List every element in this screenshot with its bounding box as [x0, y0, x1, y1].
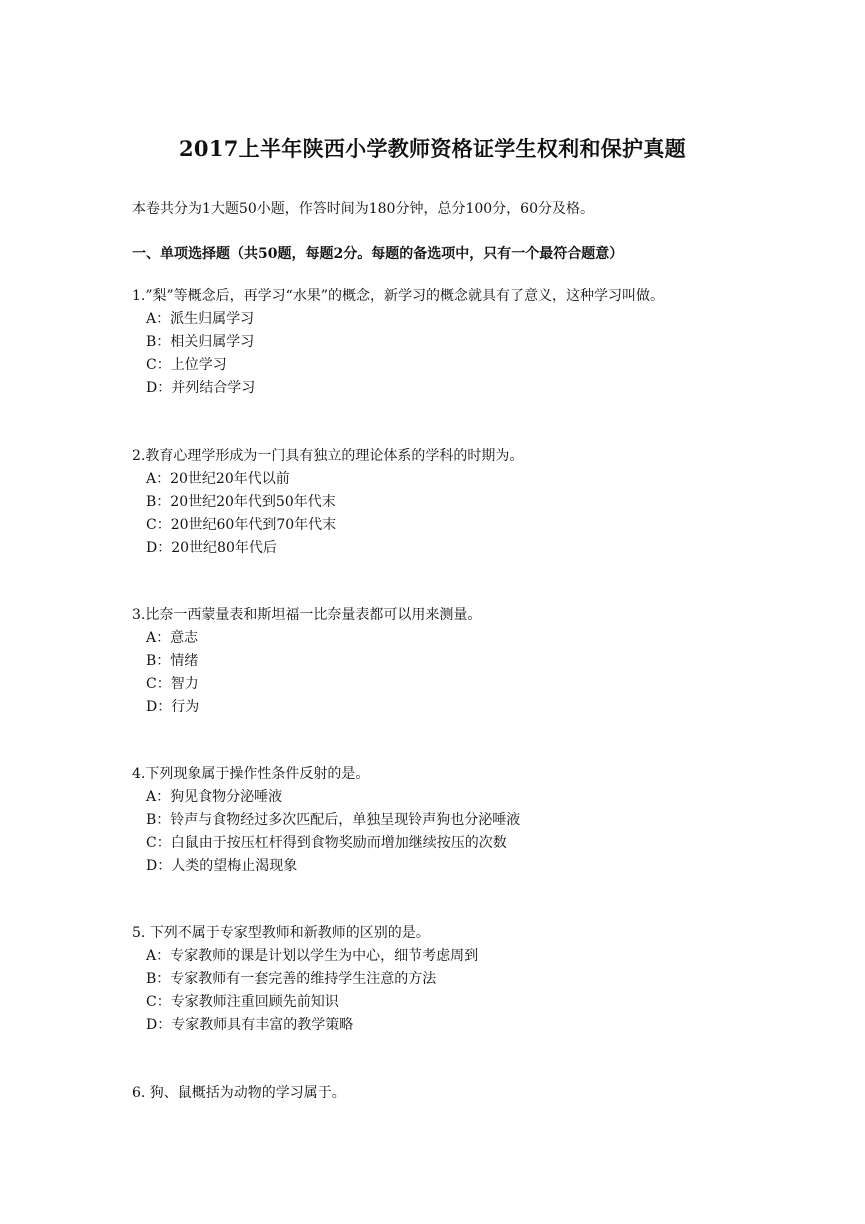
- option-c: C：上位学习: [146, 357, 227, 373]
- option-d: D：行为: [146, 699, 200, 715]
- option-a: A：意志: [146, 630, 199, 646]
- document-title: 2017上半年陕西小学教师资格证学生权利和保护真题: [179, 136, 686, 161]
- option-d: D：人类的望梅止渴现象: [146, 858, 298, 874]
- option-c: C：智力: [146, 676, 199, 692]
- option-b: B：相关归属学习: [146, 334, 255, 350]
- option-a: A：20世纪20年代以前: [146, 471, 290, 487]
- question-stem: 5. 下列不属于专家型教师和新教师的区别的是。: [132, 925, 430, 941]
- option-c: C：20世纪60年代到70年代末: [146, 517, 337, 533]
- option-b: B：专家教师有一套完善的维持学生注意的方法: [146, 971, 437, 987]
- section-heading: 一、单项选择题（共50题，每题2分。每题的备选项中，只有一个最符合题意）: [132, 246, 624, 262]
- question-stem: 2.教育心理学形成为一门具有独立的理论体系的学科的时期为。: [132, 448, 524, 464]
- question-stem: 3.比奈一西蒙量表和斯坦福一比奈量表都可以用来测量。: [132, 607, 482, 623]
- option-b: B：铃声与食物经过多次匹配后，单独呈现铃声狗也分泌唾液: [146, 812, 521, 828]
- question-stem: 4.下列现象属于操作性条件反射的是。: [132, 766, 370, 782]
- question-stem: 6. 狗、鼠概括为动物的学习属于。: [132, 1085, 346, 1101]
- option-b: B：情绪: [146, 653, 199, 669]
- question-stem: 1.”梨”等概念后，再学习“水果”的概念，新学习的概念就具有了意义，这种学习叫做。: [132, 288, 664, 304]
- option-d: D：专家教师具有丰富的教学策略: [146, 1017, 354, 1033]
- question-4: [132, 763, 752, 878]
- option-c: C：专家教师注重回顾先前知识: [146, 994, 339, 1010]
- exam-intro: 本卷共分为1大题50小题，作答时间为180分钟，总分100分，60分及格。: [132, 201, 594, 217]
- question-3: [132, 604, 752, 719]
- option-a: A：专家教师的课是计划以学生为中心，细节考虑周到: [146, 948, 479, 964]
- option-b: B：20世纪20年代到50年代末: [146, 494, 336, 510]
- option-d: D：20世纪80年代后: [146, 540, 277, 556]
- option-a: A：派生归属学习: [146, 311, 255, 327]
- question-6: [132, 1082, 752, 1105]
- option-a: A：狗见食物分泌唾液: [146, 789, 283, 805]
- question-5: [132, 922, 752, 1037]
- option-d: D：并列结合学习: [146, 380, 256, 396]
- option-c: C：白鼠由于按压杠杆得到食物奖励而增加继续按压的次数: [146, 835, 507, 851]
- question-2: [132, 445, 752, 560]
- question-1: [132, 285, 752, 400]
